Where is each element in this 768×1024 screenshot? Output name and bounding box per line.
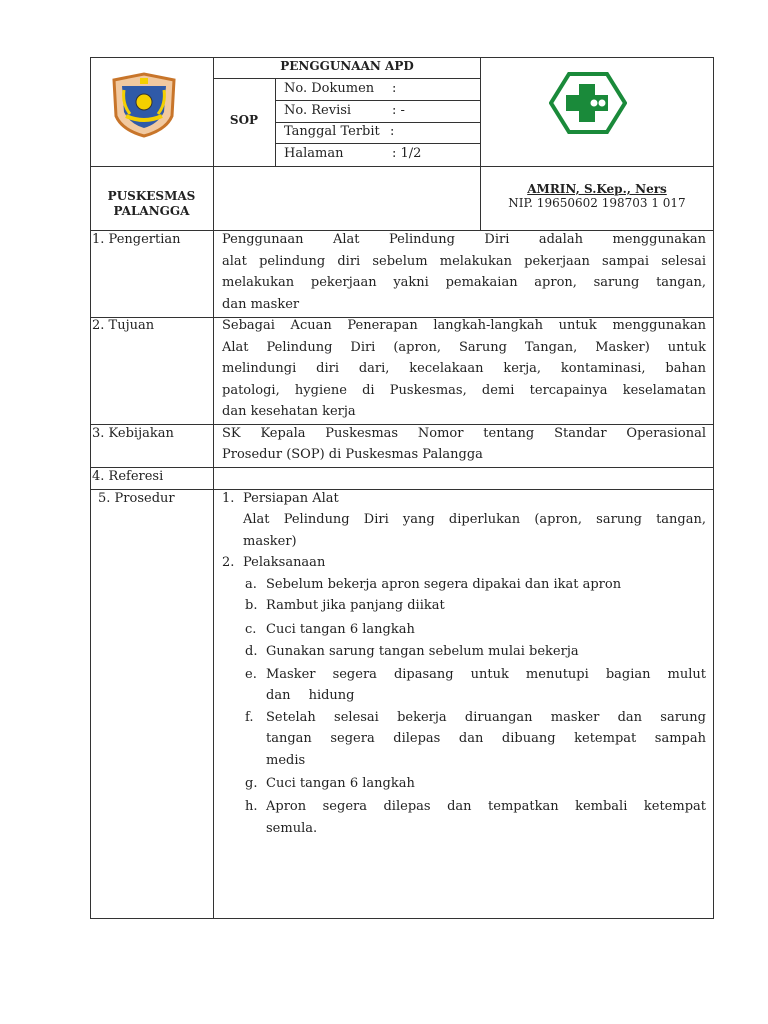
meta-value-no-dokumen: : — [392, 81, 397, 96]
puskesmas-logo — [549, 72, 627, 134]
section-label-referensi: 4. Referesi — [92, 469, 164, 484]
pengertian-line-4: dan masker — [222, 297, 300, 312]
step-item-line: Cuci tangan 6 langkah — [266, 622, 415, 637]
tujuan-line-3: melindungi diri dari, kecelakaan kerja, kontaminasi, bahan — [222, 361, 706, 376]
kebijakan-line-1: SK Kepala Puskesmas Nomor tentang Standar Operasional — [222, 426, 706, 441]
meta-label-no-revisi: No. Revisi — [284, 103, 352, 118]
tujuan-line-2: Alat Pelindung Diri (apron, Sarung Tangan, Masker) untuk — [222, 340, 706, 355]
regional-emblem-logo — [108, 72, 180, 138]
row-divider-kebijakan — [90, 424, 714, 425]
step-item-line: tangan segera dilepas dan dibuang ketempat sampah — [266, 731, 706, 746]
step-item-line: Masker segera dipasang untuk menutupi bagian mulut — [266, 667, 706, 682]
pengertian-line-1: Penggunaan Alat Pelindung Diri adalah menggunakan — [222, 232, 706, 247]
meta-divider-2 — [275, 122, 481, 123]
meta-value-tanggal-terbit: : — [390, 124, 395, 139]
section-label-prosedur: 5. Prosedur — [98, 491, 175, 506]
health-cross-icon — [549, 72, 627, 134]
meta-value-halaman: : 1/2 — [392, 146, 422, 161]
shield-emblem-icon — [108, 72, 180, 138]
step-1-desc-line-2: masker) — [243, 534, 297, 549]
step-item-line: Gunakan sarung tangan sebelum mulai bekerja — [266, 644, 579, 659]
document-title: PENGGUNAAN APD — [280, 59, 414, 73]
step-1-number: 1. — [222, 491, 235, 506]
step-item-letter: c. — [245, 622, 257, 637]
step-1-desc-line-1: Alat Pelindung Diri yang diperlukan (apron, sarung tangan, — [243, 512, 706, 527]
step-item-line: Sebelum bekerja apron segera dipakai dan ikat apron — [266, 577, 622, 592]
title-divider — [213, 78, 481, 79]
org-name-line2: PALANGGA — [113, 204, 190, 218]
signatory-nip: NIP. 19650602 198703 1 017 — [508, 196, 686, 210]
step-item-line: Apron segera dilepas dan tempatkan kembali ketempat — [266, 799, 706, 814]
org-name-line1: PUSKESMAS — [107, 189, 196, 203]
row-divider-header — [90, 166, 714, 167]
step-item-letter: d. — [245, 644, 258, 659]
border-bottom — [90, 918, 714, 919]
kebijakan-line-2: Prosedur (SOP) di Puskesmas Palangga — [222, 447, 483, 462]
sop-label: SOP — [229, 113, 259, 127]
step-item-line: semula. — [266, 821, 318, 836]
section-label-kebijakan: 3. Kebijakan — [92, 426, 174, 441]
step-item-line: Setelah selesai bekerja diruangan masker dan sarung — [266, 710, 706, 725]
step-2-number: 2. — [222, 555, 235, 570]
step-item-letter: b. — [245, 598, 258, 613]
tujuan-line-1: Sebagai Acuan Penerapan langkah-langkah untuk menggunakan — [222, 318, 706, 333]
col-divider-1 — [213, 57, 214, 919]
step-item-line: medis — [266, 753, 306, 768]
row-divider-prosedur — [90, 489, 714, 490]
tujuan-line-5: dan kesehatan kerja — [222, 404, 356, 419]
signatory-name: AMRIN, S.Kep., Ners — [527, 182, 667, 196]
step-item-letter: f. — [245, 710, 254, 725]
meta-label-tanggal-terbit: Tanggal Terbit — [284, 124, 380, 139]
step-item-letter: a. — [245, 577, 257, 592]
section-label-tujuan: 2. Tujuan — [92, 318, 155, 333]
step-item-line: Cuci tangan 6 langkah — [266, 776, 415, 791]
step-item-letter: g. — [245, 776, 258, 791]
step-item-letter: h. — [245, 799, 258, 814]
border-left — [90, 57, 91, 919]
section-label-pengertian: 1. Pengertian — [92, 232, 181, 247]
step-item-line: Rambut jika panjang diikat — [266, 598, 445, 613]
step-1-title: Persiapan Alat — [243, 491, 339, 506]
meta-value-no-revisi: : - — [392, 103, 405, 118]
row-divider-referensi — [90, 467, 714, 468]
row-divider-pengertian — [90, 230, 714, 231]
step-item-letter: e. — [245, 667, 257, 682]
meta-divider-1 — [275, 100, 481, 101]
step-2-title: Pelaksanaan — [243, 555, 326, 570]
meta-label-halaman: Halaman — [284, 146, 344, 161]
pengertian-line-2: alat pelindung diri sebelum melakukan pekerjaan sampai selesai — [222, 254, 706, 269]
step-item-line: dan hidung — [266, 688, 355, 703]
meta-label-no-dokumen: No. Dokumen — [284, 81, 375, 96]
tujuan-line-4: patologi, hygiene di Puskesmas, demi tercapainya keselamatan — [222, 383, 706, 398]
pengertian-line-3: melakukan pekerjaan yakni pemakaian apron, sarung tangan, — [222, 275, 706, 290]
meta-divider-3 — [275, 143, 481, 144]
border-right — [713, 57, 714, 919]
